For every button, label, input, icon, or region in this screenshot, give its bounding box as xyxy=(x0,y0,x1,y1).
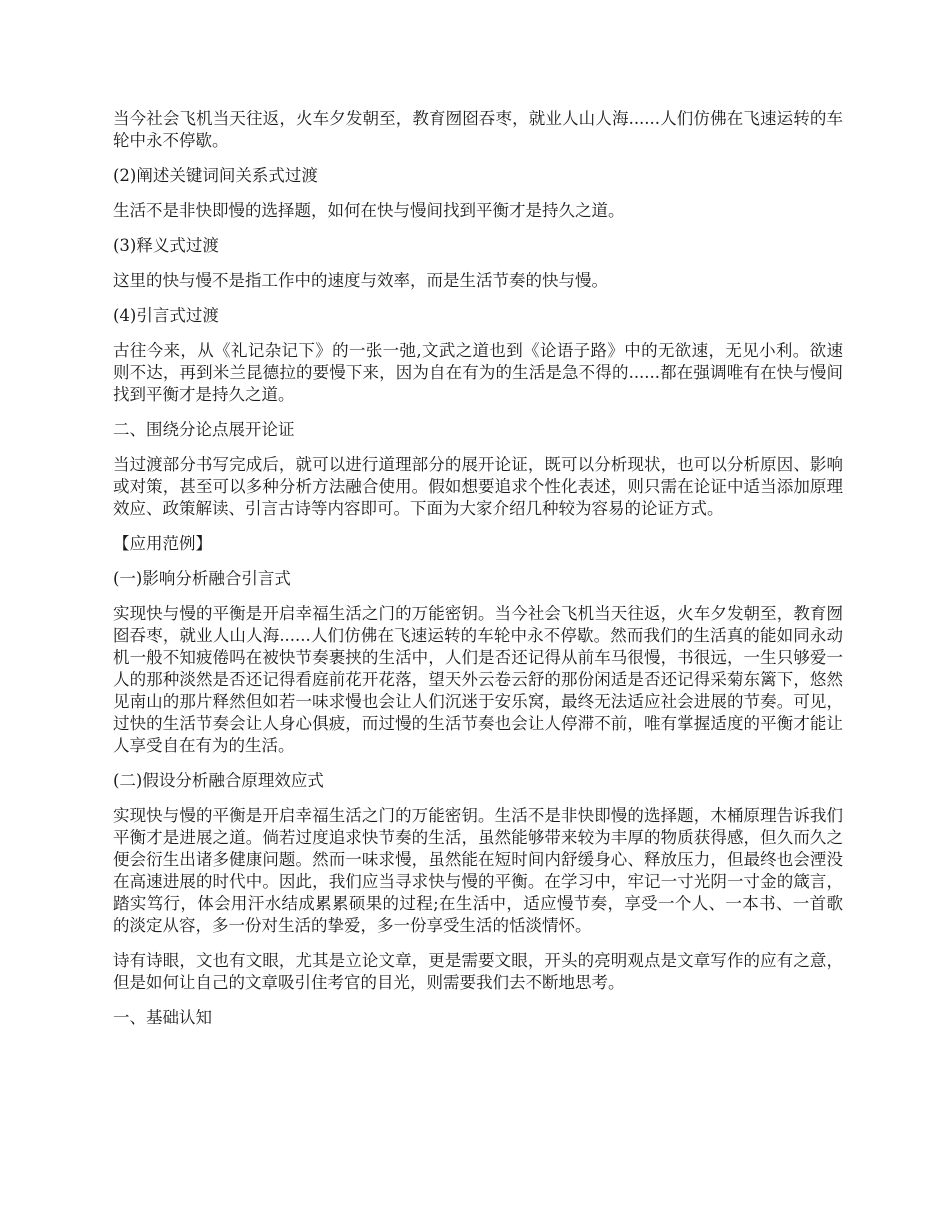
paragraph: 古往今来，从《礼记杂记下》的一张一弛,文武之道也到《论语子路》中的无欲速，无见小利。欲速则不达，再到米兰昆德拉的要慢下来，因为自在有为的生活是急不得的......都在强调唯有在快与慢间找到平衡才是持久之道。 xyxy=(113,341,843,404)
paragraph: 实现快与慢的平衡是开启幸福生活之门的万能密钥。当今社会飞机当天往返，火车夕发朝至，教育囫囵吞枣，就业人山人海......人们仿佛在飞速运转的车轮中永不停歇。然而我们的生活真的能如同永动机一般不知疲倦吗在被快节奏裹挟的生活中，人们是否还记得从前车马很慢，书很远，一生只够爱一人的那种淡然是否还记得看庭前花开花落，望天外云卷云舒的那份闲适是否还记得采菊东篱下，悠然见南山的那片释然但如若一味求慢也会让人们沉迷于安乐窝，最终无法适应社会进展的节奏。可见，过快的生活节奏会让人身心俱疲，而过慢的生活节奏也会让人停滞不前，唯有掌握适度的平衡才能让人享受自在有为的生活。 xyxy=(113,604,843,755)
paragraph: 实现快与慢的平衡是开启幸福生活之门的万能密钥。生活不是非快即慢的选择题，木桶原理告诉我们平衡才是进展之道。倘若过度追求快节奏的生活，虽然能够带来较为丰厚的物质获得感，但久而久之便会衍生出诸多健康问题。然而一味求慢，虽然能在短时间内舒缓身心、释放压力，但最终也会湮没在高速进展的时代中。因此，我们应当寻求快与慢的平衡。在学习中，牢记一寸光阴一寸金的箴言，踏实笃行，体会用汗水结成累累硕果的过程;在生活中，适应慢节奏，享受一个人、一本书、一首歌的淡定从容，多一份对生活的挚爱，多一份享受生活的恬淡情怀。 xyxy=(113,806,843,935)
section-heading: (2)阐述关键词间关系式过渡 xyxy=(113,166,318,185)
paragraph: 这里的快与慢不是指工作中的速度与效率，而是生活节奏的快与慢。 xyxy=(113,271,608,290)
section-heading: (一)影响分析融合引言式 xyxy=(113,569,291,588)
paragraph: 当过渡部分书写完成后，就可以进行道理部分的展开论证，既可以分析现状，也可以分析原因、影响或对策，甚至可以多种分析方法融合使用。假如想要追求个性化表述，则只需在论证中适当添加原理效应、政策解读、引言古诗等内容即可。下面为大家介绍几种较为容易的论证方式。 xyxy=(113,455,843,518)
document-body xyxy=(113,108,843,1042)
paragraph: 诗有诗眼，文也有文眼，尤其是立论文章，更是需要文眼，开头的亮明观点是文章写作的应有之意，但是如何让自己的文章吸引住考官的目光，则需要我们去不断地思考。 xyxy=(113,951,843,992)
section-heading: (3)释义式过渡 xyxy=(113,236,219,255)
paragraph: 当今社会飞机当天往返，火车夕发朝至，教育囫囵吞枣，就业人山人海......人们仿佛在飞速运转的车轮中永不停歇。 xyxy=(113,109,843,150)
section-heading: 一、基础认知 xyxy=(113,1008,212,1027)
section-heading: 【应用范例】 xyxy=(113,534,212,553)
section-heading: 二、围绕分论点展开论证 xyxy=(113,420,295,439)
section-heading: (4)引言式过渡 xyxy=(113,306,219,325)
paragraph: 生活不是非快即慢的选择题，如何在快与慢间找到平衡才是持久之道。 xyxy=(113,201,625,220)
section-heading: (二)假设分析融合原理效应式 xyxy=(113,771,324,790)
